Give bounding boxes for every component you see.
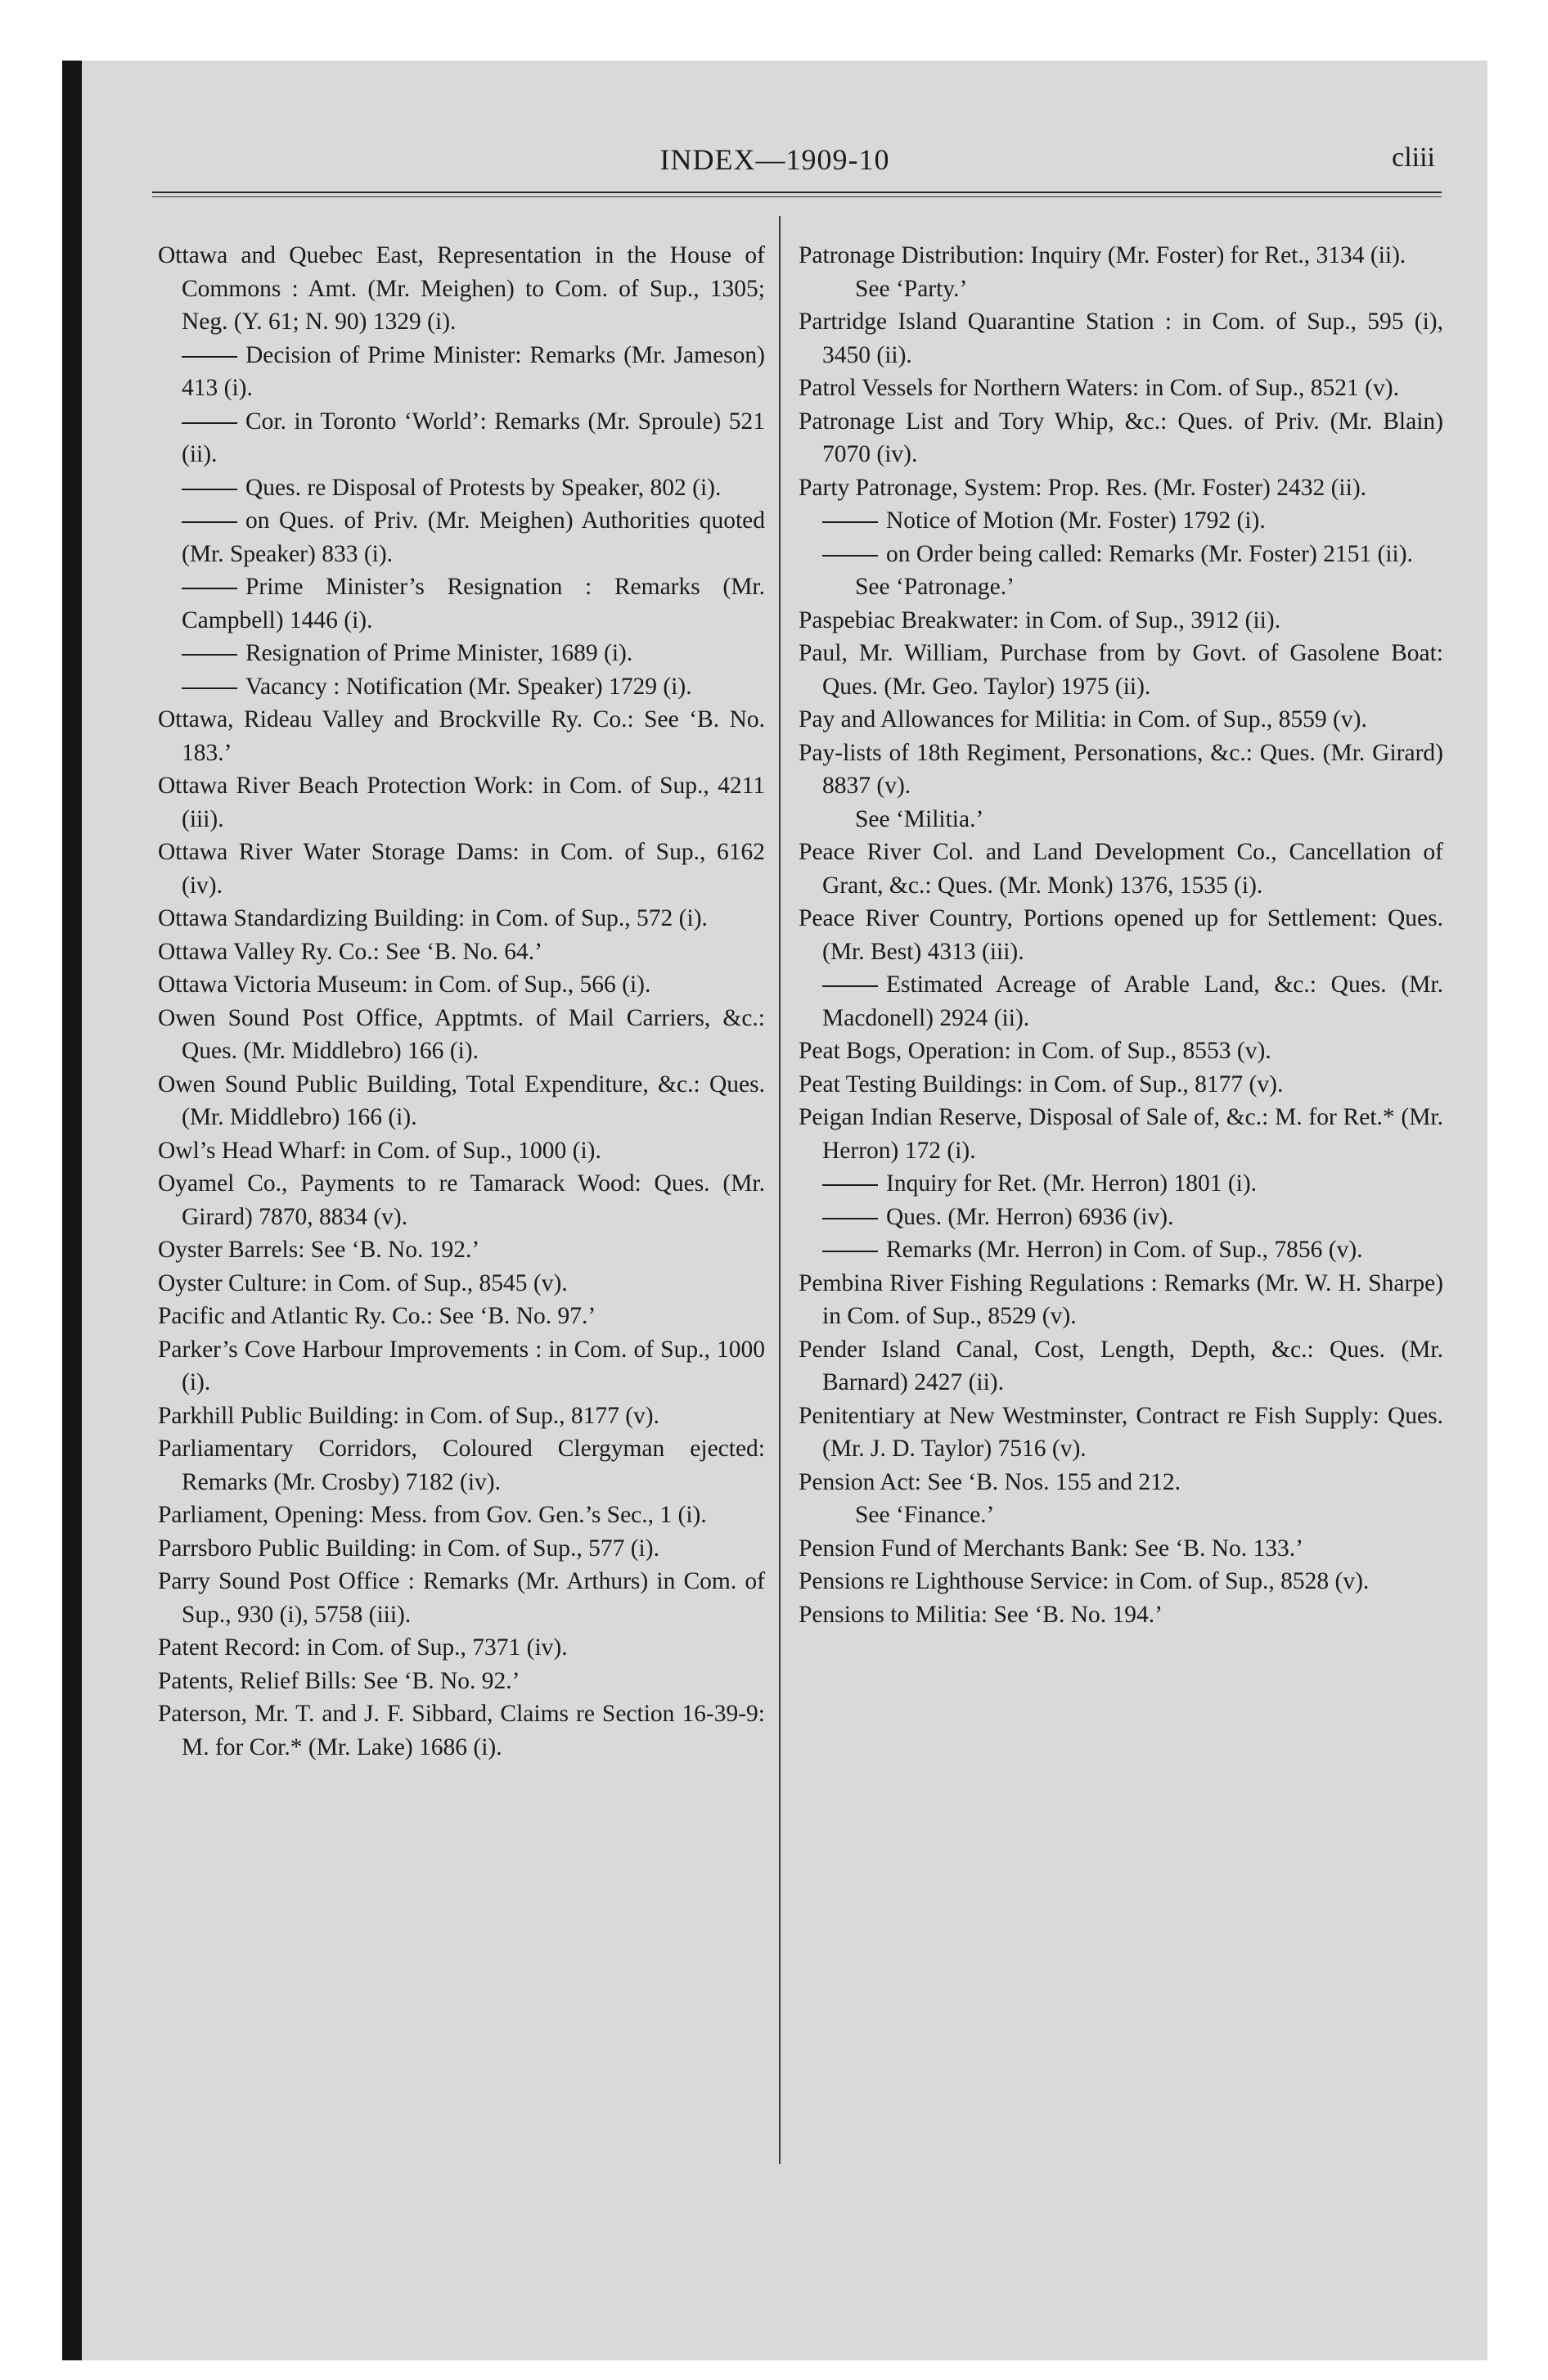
index-entry xyxy=(799,239,1443,273)
index-entry xyxy=(158,1565,765,1631)
index-subentry xyxy=(158,637,765,670)
entry-text: Pay and Allowances for Militia: in Com. of Sup., 8559 (v). xyxy=(799,706,1367,732)
entry-text: Pembina River Fishing Regulations : Remarks (Mr. W. H. Sharpe) in Com. of Sup., 8529 (v). xyxy=(799,1269,1443,1329)
index-entry xyxy=(799,1101,1443,1167)
index-entry xyxy=(158,1167,765,1233)
page-number: cliii xyxy=(1392,142,1435,173)
index-entry xyxy=(158,769,765,836)
index-entry xyxy=(158,1432,765,1499)
repeat-dash xyxy=(822,1218,878,1219)
index-entry xyxy=(158,703,765,769)
entry-text: Parry Sound Post Office : Remarks (Mr. Arthurs) in Com. of Sup., 930 (i), 5758 (iii). xyxy=(158,1568,765,1628)
index-entry xyxy=(799,1400,1443,1466)
index-subentry xyxy=(158,570,765,637)
index-entry xyxy=(799,1598,1443,1632)
index-entry xyxy=(799,637,1443,703)
repeat-dash xyxy=(822,985,878,987)
entry-text: Patrol Vessels for Northern Waters: in Com. of Sup., 8521 (v). xyxy=(799,375,1399,401)
index-cross-reference xyxy=(799,570,1443,604)
index-entry xyxy=(799,737,1443,803)
header-rule-thin xyxy=(152,196,1442,197)
entry-text: Ottawa River Beach Protection Work: in Com. of Sup., 4211 (iii). xyxy=(158,773,765,832)
index-entry xyxy=(158,1134,765,1168)
index-entry xyxy=(799,902,1443,968)
entry-text: Ottawa, Rideau Valley and Brockville Ry. Co.: See ‘B. No. 183.’ xyxy=(158,706,765,766)
entry-text: Parker’s Cove Harbour Improvements : in Com. of Sup., 1000 (i). xyxy=(158,1336,765,1395)
index-entry xyxy=(799,405,1443,471)
repeat-dash xyxy=(822,1184,878,1186)
index-entry xyxy=(158,968,765,1002)
entry-text: Pender Island Canal, Cost, Length, Depth, &c.: Ques. (Mr. Barnard) 2427 (ii). xyxy=(799,1336,1443,1395)
index-entry xyxy=(158,1267,765,1300)
index-entry xyxy=(158,1631,765,1665)
index-entry xyxy=(799,1068,1443,1102)
entry-text: Peace River Country, Portions opened up for Settlement: Ques. (Mr. Best) 4313 (iii). xyxy=(799,905,1443,965)
column-divider xyxy=(779,216,781,2164)
index-cross-reference xyxy=(799,803,1443,836)
header-rule xyxy=(152,192,1442,193)
entry-text: Estimated Acreage of Arable Land, &c.: Ques. (Mr. Macdonell) 2924 (ii). xyxy=(822,971,1443,1031)
entry-text: on Ques. of Priv. (Mr. Meighen) Authorities quoted (Mr. Speaker) 833 (i). xyxy=(182,507,765,567)
entry-text: Ques. (Mr. Herron) 6936 (iv). xyxy=(886,1203,1174,1230)
entry-text: Pay-lists of 18th Regiment, Personations, &c.: Ques. (Mr. Girard) 8837 (v). xyxy=(799,739,1443,799)
right-column xyxy=(799,239,1443,1631)
entry-text: Remarks (Mr. Herron) in Com. of Sup., 7856 (v). xyxy=(886,1237,1363,1263)
entry-text: Peat Bogs, Operation: in Com. of Sup., 8553 (v). xyxy=(799,1038,1271,1064)
entry-text: Pension Fund of Merchants Bank: See ‘B. No. 133.’ xyxy=(799,1535,1303,1562)
repeat-dash xyxy=(822,521,878,523)
entry-text: Oyster Barrels: See ‘B. No. 192.’ xyxy=(158,1237,480,1263)
entry-text: Notice of Motion (Mr. Foster) 1792 (i). xyxy=(886,507,1266,534)
entry-text: Ques. re Disposal of Protests by Speaker, 802 (i). xyxy=(245,474,722,501)
entry-text: See ‘Finance.’ xyxy=(855,1502,995,1528)
entry-text: Pensions re Lighthouse Service: in Com. of Sup., 8528 (v). xyxy=(799,1568,1370,1594)
entry-text: Oyster Culture: in Com. of Sup., 8545 (v). xyxy=(158,1269,568,1296)
entry-text: Parkhill Public Building: in Com. of Sup., 8177 (v). xyxy=(158,1402,659,1429)
entry-text: Peace River Col. and Land Development Co., Cancellation of Grant, &c.: Ques. (Mr. Monk) 1376, 1535 (i). xyxy=(799,839,1443,899)
index-subentry xyxy=(158,471,765,505)
index-entry xyxy=(158,1333,765,1400)
repeat-dash xyxy=(182,588,237,589)
index-entry xyxy=(158,1665,765,1698)
entry-text: Parliamentary Corridors, Coloured Clergyman ejected: Remarks (Mr. Crosby) 7182 (iv). xyxy=(158,1436,765,1495)
repeat-dash xyxy=(182,422,237,424)
index-entry xyxy=(158,902,765,935)
index-entry xyxy=(158,1002,765,1068)
entry-text: Owen Sound Public Building, Total Expenditure, &c.: Ques. (Mr. Middlebro) 166 (i). xyxy=(158,1071,765,1130)
index-subentry xyxy=(799,1201,1443,1234)
entry-text: Owl’s Head Wharf: in Com. of Sup., 1000 (i). xyxy=(158,1137,601,1164)
entry-text: Parrsboro Public Building: in Com. of Sup., 577 (i). xyxy=(158,1535,659,1562)
entry-text: Party Patronage, System: Prop. Res. (Mr. Foster) 2432 (ii). xyxy=(799,474,1367,501)
index-entry xyxy=(799,1565,1443,1598)
entry-text: Ottawa Standardizing Building: in Com. of Sup., 572 (i). xyxy=(158,905,708,931)
entry-text: Parliament, Opening: Mess. from Gov. Gen.’s Sec., 1 (i). xyxy=(158,1502,707,1528)
repeat-dash xyxy=(182,687,237,689)
entry-text: Prime Minister’s Resignation : Remarks (Mr. Campbell) 1446 (i). xyxy=(182,574,765,633)
index-entry xyxy=(158,1400,765,1433)
binding-edge xyxy=(62,61,82,2360)
entry-text: Pacific and Atlantic Ry. Co.: See ‘B. No. 97.’ xyxy=(158,1303,596,1329)
index-entry xyxy=(158,935,765,969)
entry-text: Pensions to Militia: See ‘B. No. 194.’ xyxy=(799,1601,1163,1628)
entry-text: See ‘Militia.’ xyxy=(855,805,984,832)
repeat-dash xyxy=(182,521,237,523)
index-subentry xyxy=(158,504,765,570)
entry-text: Ottawa River Water Storage Dams: in Com. of Sup., 6162 (iv). xyxy=(158,839,765,899)
index-entry xyxy=(158,1532,765,1566)
entry-text: Paspebiac Breakwater: in Com. of Sup., 3912 (ii). xyxy=(799,606,1281,633)
repeat-dash xyxy=(182,356,237,358)
entry-text: Patent Record: in Com. of Sup., 7371 (iv). xyxy=(158,1634,568,1661)
entry-text: Vacancy : Notification (Mr. Speaker) 1729 (i). xyxy=(245,673,692,700)
index-entry xyxy=(799,471,1443,505)
entry-text: Paterson, Mr. T. and J. F. Sibbard, Claims re Section 16-39-9: M. for Cor.* (Mr. Lake) 1686 (i). xyxy=(158,1701,765,1760)
entry-text: Cor. in Toronto ‘World’: Remarks (Mr. Sproule) 521 (ii). xyxy=(182,408,765,467)
index-entry xyxy=(158,836,765,902)
index-entry xyxy=(799,836,1443,902)
index-entry xyxy=(158,1233,765,1267)
index-entry xyxy=(158,1499,765,1532)
index-entry xyxy=(799,372,1443,405)
repeat-dash xyxy=(822,1251,878,1252)
entry-text: Oyamel Co., Payments to re Tamarack Wood: Ques. (Mr. Girard) 7870, 8834 (v). xyxy=(158,1170,765,1230)
index-entry xyxy=(799,1466,1443,1499)
entry-text: Patronage Distribution: Inquiry (Mr. Foster) for Ret., 3134 (ii). xyxy=(799,242,1406,268)
index-entry xyxy=(799,1532,1443,1566)
entry-text: Decision of Prime Minister: Remarks (Mr. Jameson) 413 (i). xyxy=(182,341,765,401)
entry-text: Ottawa Victoria Museum: in Com. of Sup., 566 (i). xyxy=(158,971,651,998)
index-subentry xyxy=(799,504,1443,538)
index-page xyxy=(62,61,1487,2360)
entry-text: Patents, Relief Bills: See ‘B. No. 92.’ xyxy=(158,1667,520,1694)
entry-text: See ‘Patronage.’ xyxy=(855,574,1015,600)
repeat-dash xyxy=(182,489,237,490)
entry-text: Owen Sound Post Office, Apptmts. of Mail Carriers, &c.: Ques. (Mr. Middlebro) 166 (i). xyxy=(158,1004,765,1064)
entry-text: Patronage List and Tory Whip, &c.: Ques. of Priv. (Mr. Blain) 7070 (iv). xyxy=(799,408,1443,467)
index-subentry xyxy=(158,670,765,704)
entry-text: Pension Act: See ‘B. Nos. 155 and 212. xyxy=(799,1468,1181,1495)
left-column xyxy=(158,239,765,1764)
entry-text: Peat Testing Buildings: in Com. of Sup., 8177 (v). xyxy=(799,1071,1284,1098)
index-entry xyxy=(799,1333,1443,1400)
index-entry xyxy=(799,1034,1443,1068)
entry-text: Penitentiary at New Westminster, Contract re Fish Supply: Ques. (Mr. J. D. Taylor) 7516 (v). xyxy=(799,1402,1443,1462)
entry-text: Inquiry for Ret. (Mr. Herron) 1801 (i). xyxy=(886,1170,1258,1197)
index-entry xyxy=(799,703,1443,737)
entry-text: Paul, Mr. William, Purchase from by Govt. of Gasolene Boat: Ques. (Mr. Geo. Taylor) 1975 (ii). xyxy=(799,640,1443,700)
repeat-dash xyxy=(182,654,237,656)
index-entry xyxy=(158,239,765,339)
entry-text: Ottawa Valley Ry. Co.: See ‘B. No. 64.’ xyxy=(158,938,542,965)
index-entry xyxy=(158,1300,765,1333)
entry-text: Resignation of Prime Minister, 1689 (i). xyxy=(245,640,633,666)
repeat-dash xyxy=(822,555,878,557)
index-subentry xyxy=(799,968,1443,1034)
index-subentry xyxy=(158,339,765,405)
index-cross-reference xyxy=(799,1499,1443,1532)
index-cross-reference xyxy=(799,273,1443,306)
index-subentry xyxy=(799,1233,1443,1267)
index-entry xyxy=(799,305,1443,372)
entry-text: on Order being called: Remarks (Mr. Foster) 2151 (ii). xyxy=(886,540,1413,567)
index-entry xyxy=(799,604,1443,638)
entry-text: Partridge Island Quarantine Station : in Com. of Sup., 595 (i), 3450 (ii). xyxy=(799,309,1443,368)
index-entry xyxy=(799,1267,1443,1333)
page-title: INDEX—1909-10 xyxy=(659,143,890,176)
index-subentry xyxy=(158,405,765,471)
index-subentry xyxy=(799,538,1443,571)
index-subentry xyxy=(799,1167,1443,1201)
entry-text: Ottawa and Quebec East, Representation in the House of Commons : Amt. (Mr. Meighen) to Com. of Sup., 1305; Neg. (Y. 61; N. 90) 1329 (i). xyxy=(158,242,765,335)
entry-text: Peigan Indian Reserve, Disposal of Sale of, &c.: M. for Ret.* (Mr. Herron) 172 (i). xyxy=(799,1104,1443,1164)
index-entry xyxy=(158,1697,765,1764)
entry-text: See ‘Party.’ xyxy=(855,275,968,302)
index-entry xyxy=(158,1068,765,1134)
